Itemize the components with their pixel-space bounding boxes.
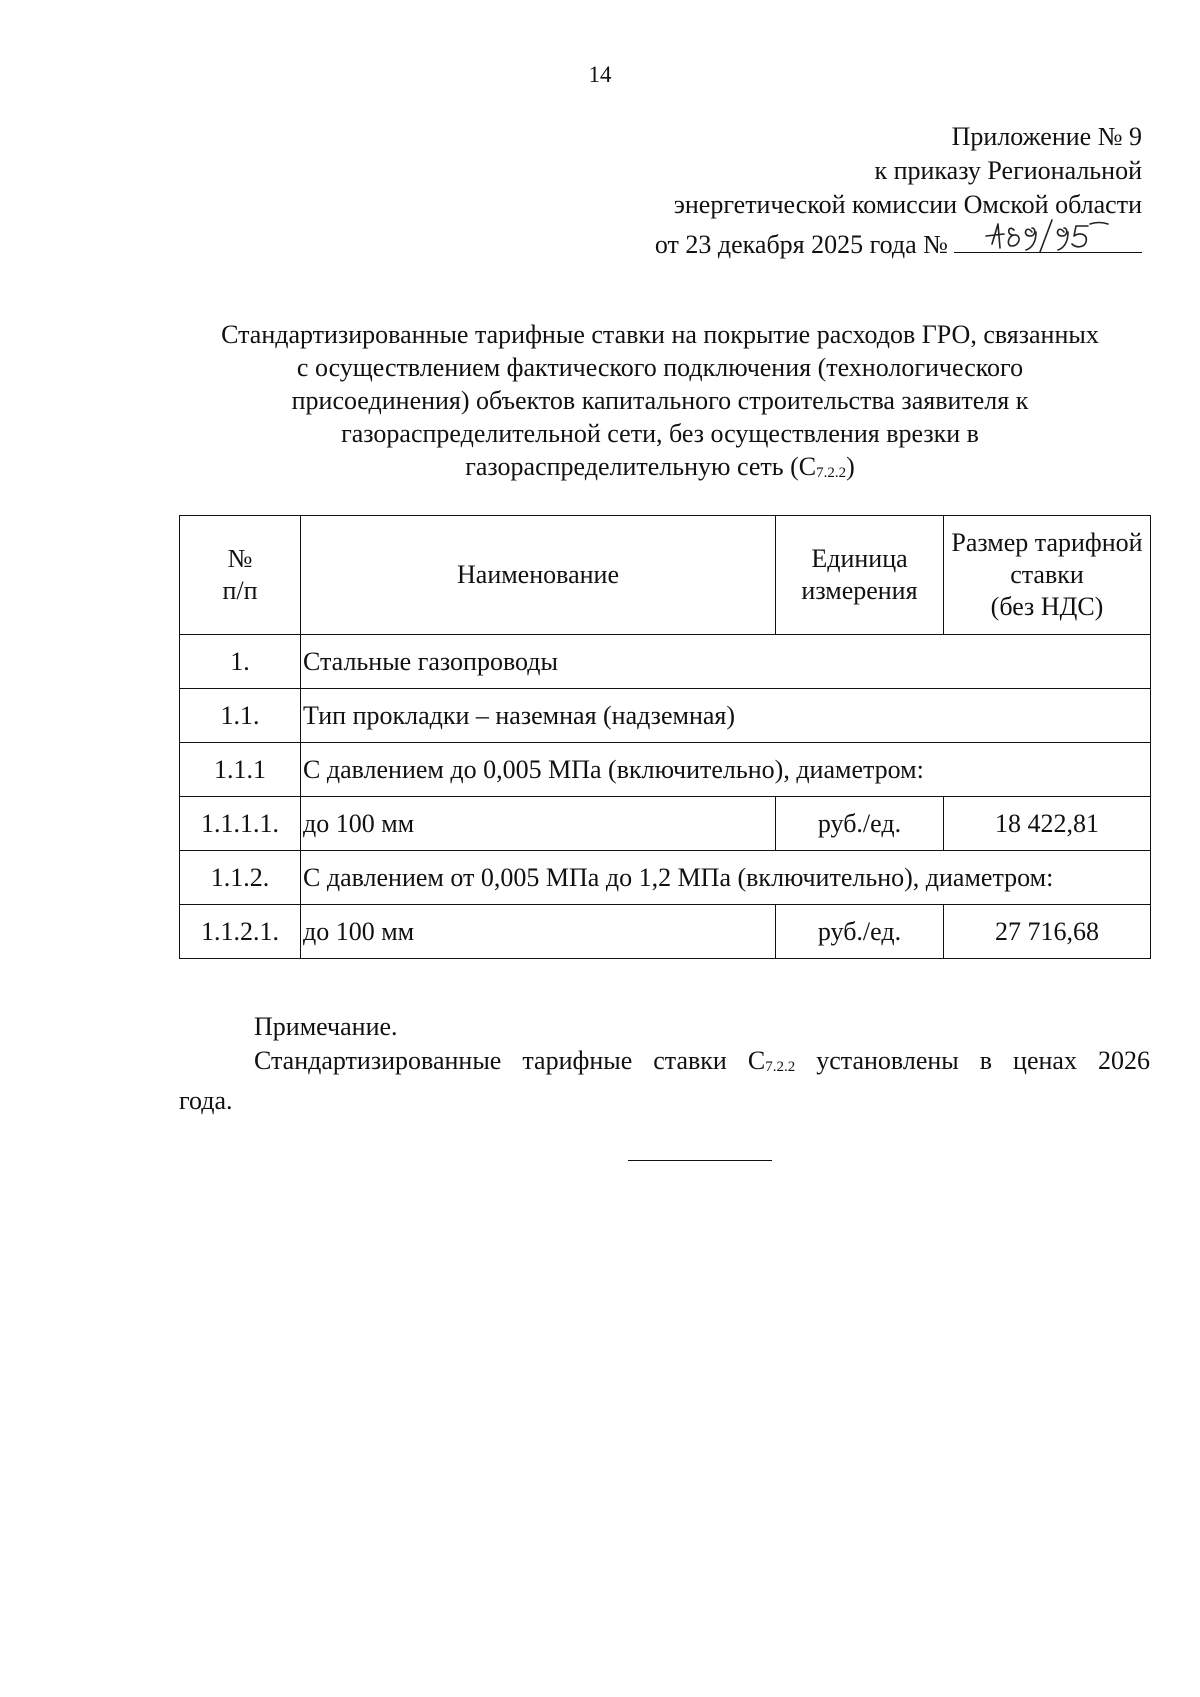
row-unit: руб./ед. — [776, 905, 944, 959]
row-value: 18 422,81 — [944, 797, 1151, 851]
title-line-5 — [170, 450, 1150, 490]
order-date-label: от 23 декабря 2025 года № — [654, 230, 948, 259]
order-number-field — [954, 222, 1142, 253]
row-unit: руб./ед. — [776, 797, 944, 851]
title-line-5-subscript: 7.2.2 — [816, 465, 847, 481]
tariff-table — [179, 515, 1151, 959]
header-unit-line-1: Единица — [811, 544, 908, 573]
header-number — [180, 516, 301, 635]
table-row — [180, 851, 1151, 905]
table-row — [180, 797, 1151, 851]
note-body — [179, 1044, 1150, 1118]
table-row — [180, 905, 1151, 959]
header-number-line-1: № — [227, 544, 253, 573]
note-text-start: Стандартизированные тарифные ставки С — [254, 1046, 766, 1075]
row-name: до 100 мм — [301, 905, 776, 959]
appendix-line-2: к приказу Региональной — [874, 156, 1142, 185]
title-line-1: Стандартизированные тарифные ставки на покрытие расходов ГРО, связанных — [221, 320, 1099, 349]
row-name: до 100 мм — [301, 797, 776, 851]
header-rate-line-1: Размер тарифной — [951, 528, 1143, 557]
header-number-line-2: п/п — [222, 576, 258, 605]
header-unit — [776, 516, 944, 635]
row-name: Тип прокладки – наземная (надземная) — [301, 689, 1151, 743]
table-row — [180, 689, 1151, 743]
row-number: 1. — [180, 635, 301, 689]
header-name: Наименование — [301, 516, 776, 635]
title-line-3: присоединения) объектов капитального строительства заявителя к — [291, 386, 1029, 415]
appendix-header — [655, 120, 1142, 262]
table-row — [180, 635, 1151, 689]
title-line-4: газораспределительной сети, без осуществления врезки в — [341, 419, 979, 448]
note-text-end: установлены в ценах 2026 года. — [179, 1046, 1150, 1115]
header-rate-line-3: (без НДС) — [990, 592, 1104, 621]
title-line-2: с осуществлением фактического подключения (технологического — [296, 353, 1024, 382]
note-text-subscript: 7.2.2 — [765, 1059, 796, 1075]
note-heading: Примечание. — [254, 1012, 398, 1041]
title-line-5-main: газораспределительную сеть (С — [465, 452, 817, 481]
row-name: С давлением от 0,005 МПа до 1,2 МПа (включительно), диаметром: — [301, 851, 1151, 905]
row-number: 1.1.1.1. — [180, 797, 301, 851]
page-number: 14 — [588, 62, 612, 87]
note-section — [179, 1010, 1150, 1118]
appendix-line-1: Приложение № 9 — [951, 122, 1142, 151]
row-number: 1.1.2. — [180, 851, 301, 905]
row-name: С давлением до 0,005 МПа (включительно), диаметром: — [301, 743, 1151, 797]
document-title — [170, 318, 1150, 490]
header-unit-line-2: измерения — [801, 576, 918, 605]
title-line-5-end: ) — [846, 452, 855, 481]
header-rate-line-2: ставки — [1010, 560, 1084, 589]
appendix-line-3: энергетической комиссии Омской области — [673, 190, 1142, 219]
row-number: 1.1. — [180, 689, 301, 743]
table-header-row — [180, 516, 1151, 635]
header-rate — [944, 516, 1151, 635]
row-number: 1.1.2.1. — [180, 905, 301, 959]
handwritten-order-number — [982, 216, 1112, 254]
appendix-line-4 — [655, 222, 1142, 262]
row-name: Стальные газопроводы — [301, 635, 1151, 689]
row-value: 27 716,68 — [944, 905, 1151, 959]
closing-divider — [628, 1160, 772, 1161]
row-number: 1.1.1 — [180, 743, 301, 797]
table-row — [180, 743, 1151, 797]
